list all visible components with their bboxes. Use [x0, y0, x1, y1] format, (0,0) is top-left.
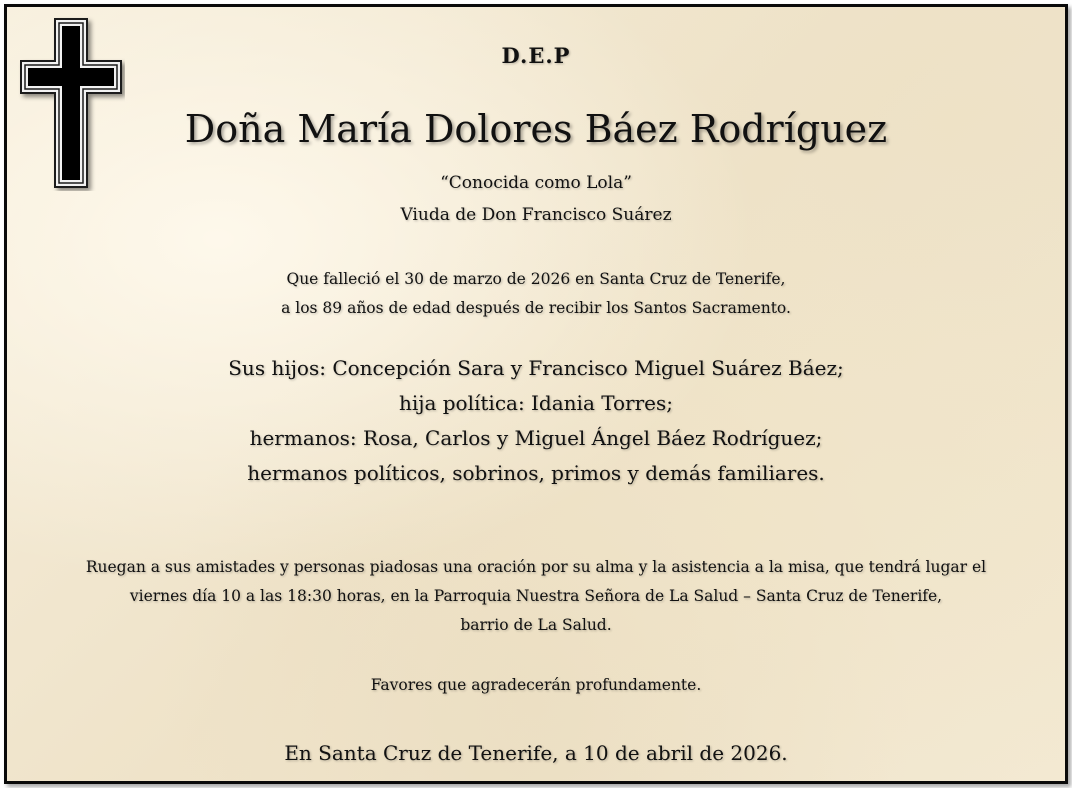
nickname-line: “Conocida como Lola”	[440, 173, 632, 193]
thanks-line: Favores que agradecerán profundamente.	[370, 676, 702, 694]
request-line: barrio de La Salud.	[460, 616, 612, 634]
family-line: hermanos políticos, sobrinos, primos y demás familiares.	[247, 461, 825, 485]
family-paragraph	[7, 351, 1065, 491]
latin-cross-icon	[17, 15, 125, 191]
passing-line: a los 89 años de edad después de recibir los Santos Sacramento.	[281, 299, 791, 317]
request-line: Ruegan a sus amistades y personas piadosas una oración por su alma y la asistencia a la misa, que tendrá lugar el	[85, 558, 987, 576]
dep-heading: D.E.P	[501, 43, 571, 68]
deceased-name: Doña María Dolores Báez Rodríguez	[184, 107, 888, 151]
mass-request-paragraph	[7, 553, 1065, 640]
obituary-card	[4, 4, 1068, 784]
request-line: viernes día 10 a las 18:30 horas, en la Parroquia Nuestra Señora de La Salud – Santa Cruz de Tenerife,	[129, 587, 943, 605]
passing-paragraph	[7, 265, 1065, 323]
widow-line: Viuda de Don Francisco Suárez	[400, 205, 672, 225]
family-line: hija política: Idania Torres;	[398, 391, 674, 415]
date-line: En Santa Cruz de Tenerife, a 10 de abril de 2026.	[284, 741, 788, 765]
passing-line: Que falleció el 30 de marzo de 2026 en Santa Cruz de Tenerife,	[286, 270, 786, 288]
family-line: hermanos: Rosa, Carlos y Miguel Ángel Báez Rodríguez;	[249, 426, 823, 450]
family-line: Sus hijos: Concepción Sara y Francisco Miguel Suárez Báez;	[228, 356, 844, 380]
